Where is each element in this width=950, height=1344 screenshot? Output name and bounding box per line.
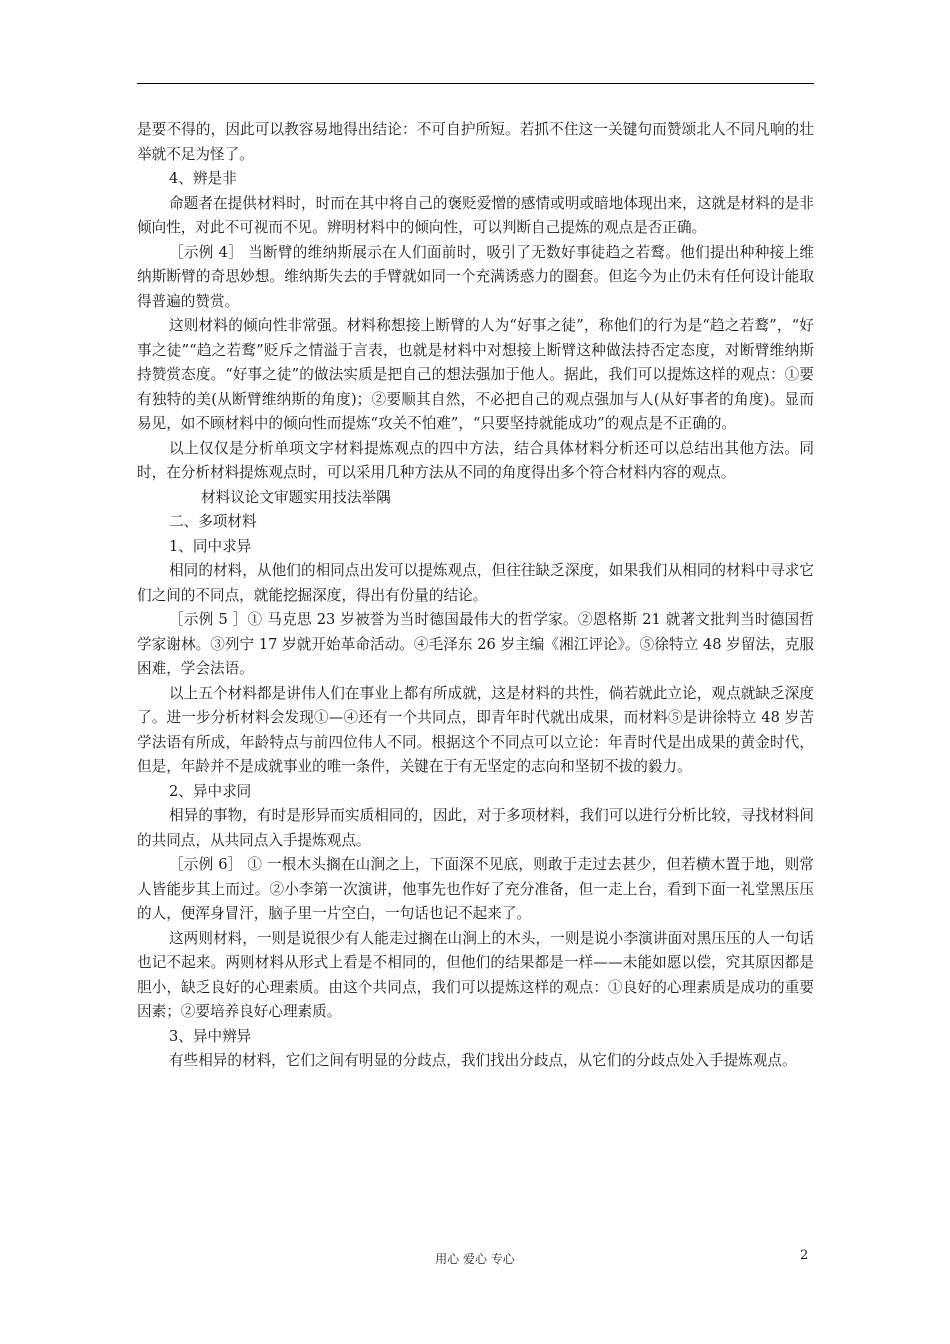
example-paragraph: ［示例 5 ］① 马克思 23 岁被誉为当时德国最伟大的哲学家。②恩格斯 21 就著文批判当时德国哲学家谢林。③列宁 17 岁就开始革命活动。④毛泽东 26 岁主编《湘江评论》。⑤徐特立 48 岁留法，克服困难，学会法语。 <box>137 611 814 677</box>
paragraph: 相异的事物，有时是形异而实质相同的，因此，对于多项材料，我们可以进行分析比较，寻找材料间的共同点，从共同点入手提炼观点。 <box>137 807 814 849</box>
header-rule <box>137 83 814 84</box>
section-heading: 1、同中求异 <box>169 537 252 555</box>
article-title: 材料议论文审题实用技法举隅 <box>201 488 391 506</box>
section-heading: 2、异中求同 <box>169 782 252 800</box>
section-heading: 4、辨是非 <box>169 170 237 187</box>
section-heading: 3、异中辨异 <box>169 1027 252 1045</box>
paragraph: 以上仅仅是分析单项文字材料提炼观点的四中方法，结合具体材料分析还可以总结出其他方法。同时，在分析材料提炼观点时，可以采用几种方法从不同的角度得出多个符合材料内容的观点。 <box>137 439 814 481</box>
section-heading: 二、多项材料 <box>169 513 257 530</box>
example-paragraph: ［示例 6］ ① 一根木头搁在山涧之上，下面深不见底，则敢于走过去甚少，但若横木置于地，则常人皆能步其上而过。②小李第一次演讲，他事先也作好了充分准备，但一走上台，看到下面一礼堂黑压压的人，便浑身冒汗，脑子里一片空白，一句话也记不起来了。 <box>137 856 814 922</box>
document-body <box>137 118 814 1074</box>
paragraph: 这则材料的倾向性非常强。材料称想接上断臂的人为“好事之徒”，称他们的行为是“趋之若鹜”，“好事之徒”“趋之若鹜”贬斥之情溢于言表，也就是材料中对想接上断臂这种做法持否定态度，对断臂维纳斯持赞赏态度。“好事之徒”的做法实质是把自己的想法强加于他人。据此，我们可以提炼这样的观点：①要有独特的美(从断臂维纳斯的角度)；②要顺其自然，不必把自己的观点强加与人(从好事者的角度)。显而易见，如不顾材料中的倾向性而提炼“攻关不怕难”，“只要坚持就能成功”的观点是不正确的。 <box>137 317 814 432</box>
paragraph: 以上五个材料都是讲伟人们在事业上都有所成就，这是材料的共性，倘若就此立论，观点就缺乏深度了。进一步分析材料会发现①—④还有一个共同点，即青年时代就出成果，而材料⑤是讲徐特立 48 岁苦学法语有所成，年龄特点与前四位伟人不同。根据这个不同点可以立论：年青时代是出成果的黄金时代，但是，年龄并不是成就事业的唯一条件，关键在于有无坚定的志向和坚韧不拔的毅力。 <box>137 684 814 775</box>
example-paragraph: ［示例 4］ 当断臂的维纳斯展示在人们面前时，吸引了无数好事徒趋之若鹜。他们提出种种接上维纳斯断臂的奇思妙想。维纳斯失去的手臂就如同一个充满诱惑力的圈套。但迄今为止仍未有任何设计能取得普遍的赞赏。 <box>137 243 814 310</box>
footer-motto: 用心 爱心 专心 <box>435 1252 515 1266</box>
paragraph: 是要不得的，因此可以教容易地得出结论：不可自护所短。若抓不住这一关键句而赞颂北人不同凡响的壮举就不足为怪了。 <box>137 121 814 163</box>
paragraph: 这两则材料，一则是说很少有人能走过搁在山涧上的木头，一则是说小李演讲面对黑压压的人一句话也记不起来。两则材料从形式上看是不相同的，但他们的结果都是一样——未能如愿以偿，究其原因都是胆小，缺乏良好的心理素质。由这个共同点，我们可以提炼这样的观点：①良好的心理素质是成功的重要因素；②要培养良好心理素质。 <box>137 929 814 1020</box>
paragraph: 命题者在提供材料时，时而在其中将自己的褒贬爱憎的感情或明或暗地体现出来，这就是材料的是非倾向性，对此不可视而不见。辨明材料中的倾向性，可以判断自己提炼的观点是否正确。 <box>137 194 814 236</box>
page-number: 2 <box>800 1248 809 1263</box>
paragraph: 相同的材料，从他们的相同点出发可以提炼观点，但往往缺乏深度，如果我们从相同的材料中寻求它们之间的不同点，就能挖掘深度，得出有份量的结论。 <box>137 562 814 604</box>
paragraph: 有些相异的材料，它们之间有明显的分歧点，我们找出分歧点，从它们的分歧点处入手提炼观点。 <box>169 1052 797 1069</box>
